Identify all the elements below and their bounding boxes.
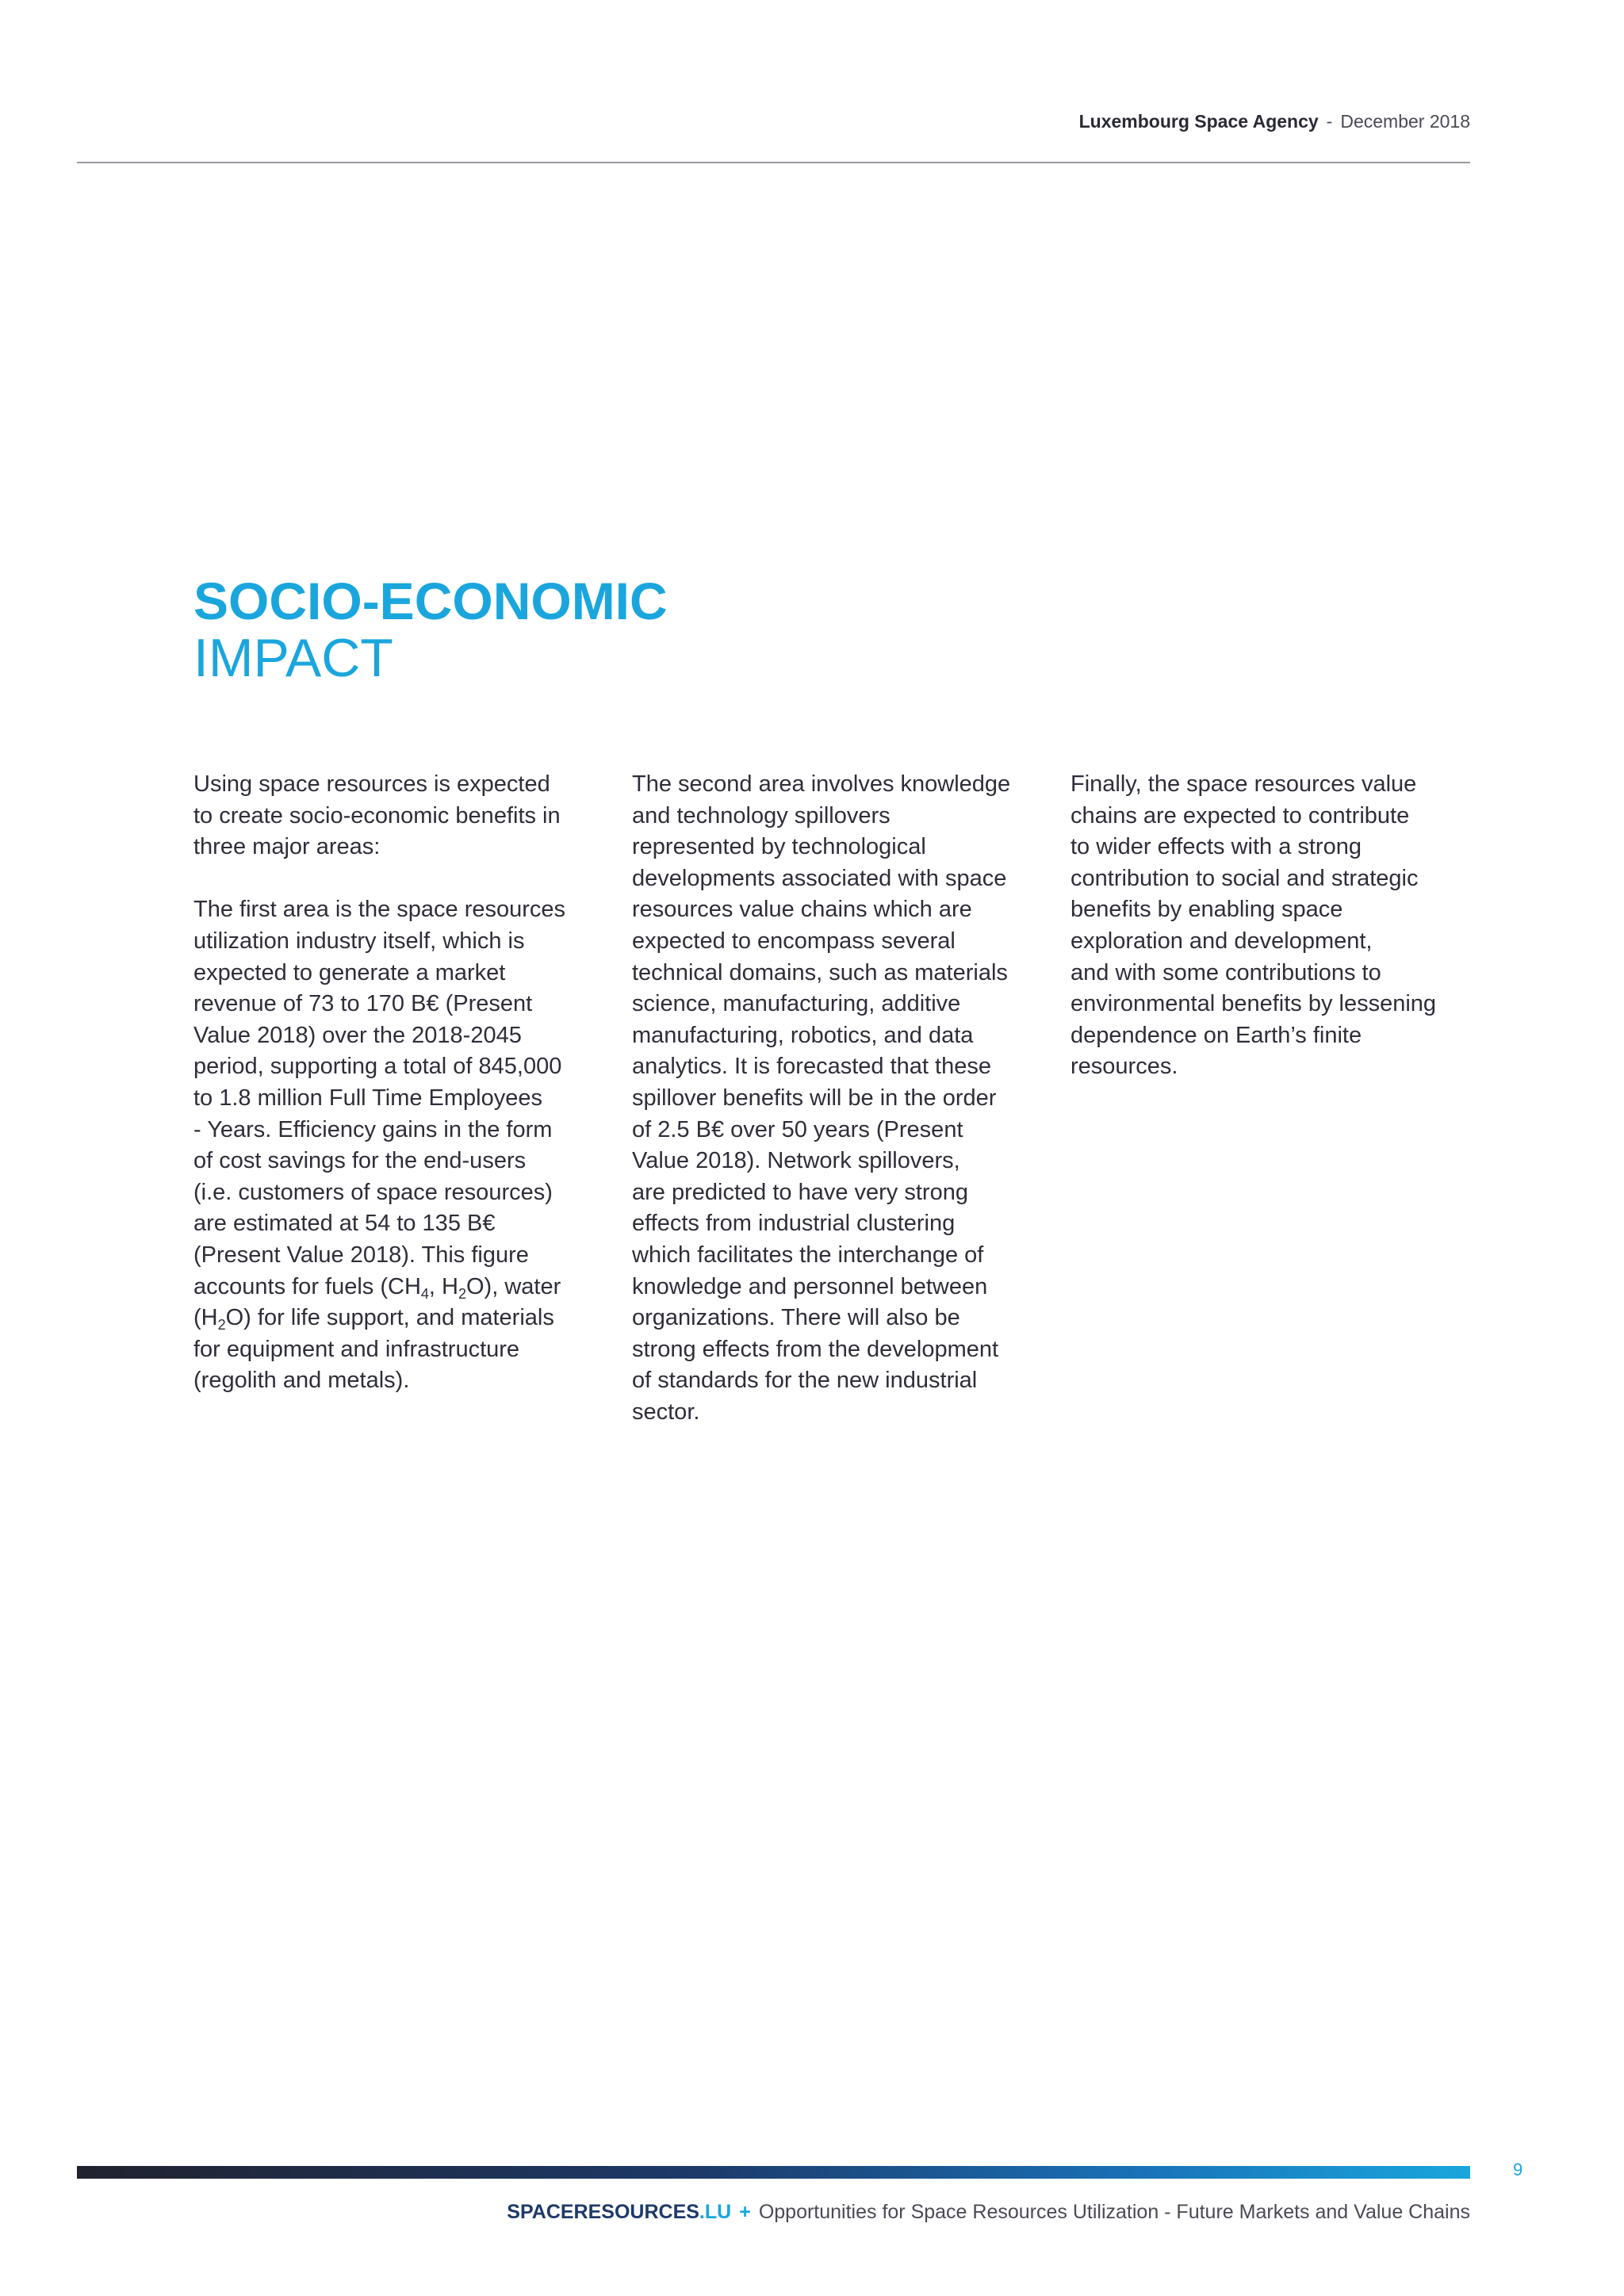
header-separator: -	[1326, 111, 1333, 132]
footer-gradient-bar	[77, 2166, 1470, 2179]
column-2-paragraph	[632, 769, 1044, 1428]
page-footer	[507, 2201, 1470, 2224]
text-line: revenue of 73 to 170 B€ (Present	[193, 991, 533, 1017]
text-line: The first area is the space resources	[193, 897, 566, 923]
text-line: spillover benefits will be in the order	[632, 1085, 997, 1111]
text-line: Using space resources is expected	[193, 771, 550, 797]
header-organization: Luxembourg Space Agency	[1078, 111, 1319, 132]
text-line: and technology spillovers	[632, 802, 891, 828]
text-line: expected to encompass several	[632, 928, 956, 954]
text-line: (i.e. customers of space resources)	[193, 1179, 553, 1205]
page-number: 9	[1513, 2160, 1523, 2179]
section-title-line2: IMPACT	[193, 628, 393, 688]
text-line: sector.	[632, 1399, 700, 1425]
text-line: benefits by enabling space	[1071, 897, 1343, 923]
text-column-3	[1071, 769, 1483, 1083]
text-line: chains are expected to contribute	[1071, 802, 1410, 828]
text-line: to 1.8 million Full Time Employees	[193, 1085, 542, 1111]
text-line: resources value chains which are	[632, 897, 972, 923]
text-line: expected to generate a market	[193, 959, 506, 985]
text-line: Value 2018). Network spillovers,	[632, 1148, 960, 1174]
text-line: are estimated at 54 to 135 B€	[193, 1211, 496, 1237]
text-line: environmental benefits by lessening	[1071, 991, 1437, 1017]
text-line: analytics. It is forecasted that these	[632, 1054, 991, 1080]
text-line: developments associated with space	[632, 865, 1007, 891]
text-line: of 2.5 B€ over 50 years (Present	[632, 1116, 963, 1142]
footer-brand: SPACERESOURCES	[507, 2201, 699, 2223]
header-date: December 2018	[1340, 111, 1470, 132]
text-line: dependence on Earth’s finite	[1071, 1022, 1362, 1048]
text-column-1	[193, 769, 606, 1397]
text-line: represented by technological	[632, 834, 926, 860]
text-line: contribution to social and strategic	[1071, 865, 1419, 891]
column-1-intro-paragraph	[193, 769, 606, 863]
text-line: knowledge and personnel between	[632, 1273, 988, 1299]
text-line: manufacturing, robotics, and data	[632, 1022, 974, 1048]
text-line: and with some contributions to	[1071, 959, 1381, 985]
section-title-line1: SOCIO-ECONOMIC	[193, 572, 668, 630]
text-line: exploration and development,	[1071, 928, 1373, 954]
formula-text: O), water	[465, 1273, 561, 1299]
text-line-formula	[193, 1303, 606, 1334]
text-line: technical domains, such as materials	[632, 959, 1008, 985]
text-line: to create socio-economic benefits in	[193, 802, 561, 828]
text-line: to wider effects with a strong	[1071, 834, 1362, 860]
text-line: organizations. There will also be	[632, 1305, 960, 1331]
column-1-main-paragraph	[193, 894, 606, 1397]
text-line: three major areas:	[193, 834, 381, 860]
formula-text: (H	[193, 1305, 218, 1331]
formula-text: accounts for fuels (CH	[193, 1273, 421, 1299]
header-divider	[77, 162, 1470, 163]
text-line: for equipment and infrastructure	[193, 1336, 520, 1362]
formula-text: O) for life support, and materials	[225, 1305, 554, 1331]
text-line: - Years. Efficiency gains in the form	[193, 1116, 553, 1142]
text-line: are predicted to have very strong	[632, 1179, 968, 1205]
text-line: of standards for the new industrial	[632, 1368, 978, 1394]
footer-brand-tld: .LU	[699, 2201, 732, 2223]
text-line: resources.	[1071, 1054, 1178, 1080]
formula-text: , H	[428, 1273, 458, 1299]
text-line: period, supporting a total of 845,000	[193, 1054, 562, 1080]
text-line: Value 2018) over the 2018-2045	[193, 1022, 522, 1048]
text-line: (regolith and metals).	[193, 1368, 410, 1394]
text-line: utilization industry itself, which is	[193, 928, 525, 954]
subscript: 2	[217, 1317, 226, 1334]
page-header	[1079, 111, 1470, 132]
plus-icon: +	[739, 2201, 751, 2223]
text-line: which facilitates the interchange of	[632, 1242, 984, 1268]
text-line: science, manufacturing, additive	[632, 991, 961, 1017]
text-line: strong effects from the development	[632, 1336, 999, 1362]
text-line-formula	[193, 1272, 606, 1303]
text-line: (Present Value 2018). This figure	[193, 1242, 529, 1268]
text-column-2	[632, 769, 1044, 1428]
section-title	[193, 572, 668, 687]
text-line: effects from industrial clustering	[632, 1211, 956, 1237]
text-line: of cost savings for the end-users	[193, 1148, 527, 1174]
column-3-paragraph	[1071, 769, 1483, 1083]
subscript: 4	[420, 1285, 429, 1302]
footer-document-title: Opportunities for Space Resources Utilization - Future Markets and Value Chains	[758, 2201, 1470, 2223]
subscript: 2	[458, 1285, 466, 1302]
text-line: The second area involves knowledge	[632, 771, 1011, 797]
text-line: Finally, the space resources value	[1071, 771, 1417, 797]
